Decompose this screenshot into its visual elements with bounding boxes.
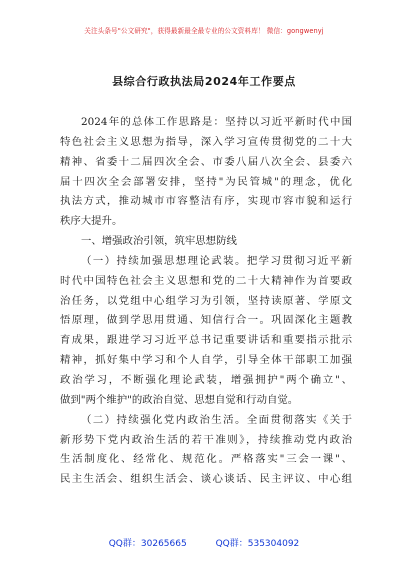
promo-banner: 关注头条号"公文研究"，获得最新最全最专业的公文资料库！ 微信：gongwenyj — [84, 27, 324, 35]
paragraph-line: 新形势下党内政治生活的若干准则》，持续推动党内政治 — [60, 433, 352, 446]
paragraph-line: 届十四次全会部署安排，坚持"为民管城"的理念，优化 — [60, 175, 352, 188]
paragraph-line: 育成果，跟进学习习近平总书记重要讲话和重要指示批示 — [60, 334, 352, 347]
qq-group-1: QQ群：30265665 — [108, 539, 187, 549]
document-body — [60, 113, 352, 490]
qq-group-2: QQ群：535304092 — [215, 539, 300, 549]
section-heading: 一、增强政治引领，筑牢思想防线 — [81, 235, 237, 248]
paragraph-line: （二）持续强化党内政治生活。全面贯彻落实《关于 — [81, 413, 352, 426]
paragraph-line: 治任务，以党组中心组学习为引领，坚持读原著、学原文 — [60, 294, 352, 307]
paragraph-line: 做到"两个维护"的政治自觉、思想自觉和行动自觉。 — [60, 393, 299, 406]
paragraph-line: 悟原理，做到学思用贯通、知信行合一。巩固深化主题教 — [60, 314, 352, 327]
paragraph-line: 特色社会主义思想为指导，深入学习宣传贯彻党的二十大 — [60, 135, 352, 148]
paragraph-line: （一）持续加强思想理论武装。把学习贯彻习近平新 — [81, 254, 352, 267]
document-title: 县综合行政执法局2024年工作要点 — [112, 75, 296, 88]
paragraph-line: 精神、省委十二届四次全会、市委八届八次全会、县委六 — [60, 155, 352, 168]
paragraph-line: 执法方式，推动城市市容整洁有序，实现市容市貌和运行 — [60, 195, 352, 208]
paragraph-line: 精神，抓好集中学习和个人自学，引导全体干部职工加强 — [60, 354, 352, 367]
paragraph-line: 2024年的总体工作思路是：坚持以习近平新时代中国 — [81, 116, 352, 128]
paragraph-line: 秩序大提升。 — [60, 215, 123, 228]
paragraph-line: 政治学习，不断强化理论武装，增强拥护"两个确立"、 — [60, 373, 352, 386]
paragraph-line: 民主生活会、组织生活会、谈心谈话、民主评议、中心组 — [60, 473, 352, 486]
paragraph-line: 时代中国特色社会主义思想和党的二十大精神作为首要政 — [60, 274, 352, 287]
contact-footer — [0, 536, 408, 549]
paragraph-line: 生活制度化、经常化、规范化。严格落实"三会一课"、 — [60, 453, 352, 466]
